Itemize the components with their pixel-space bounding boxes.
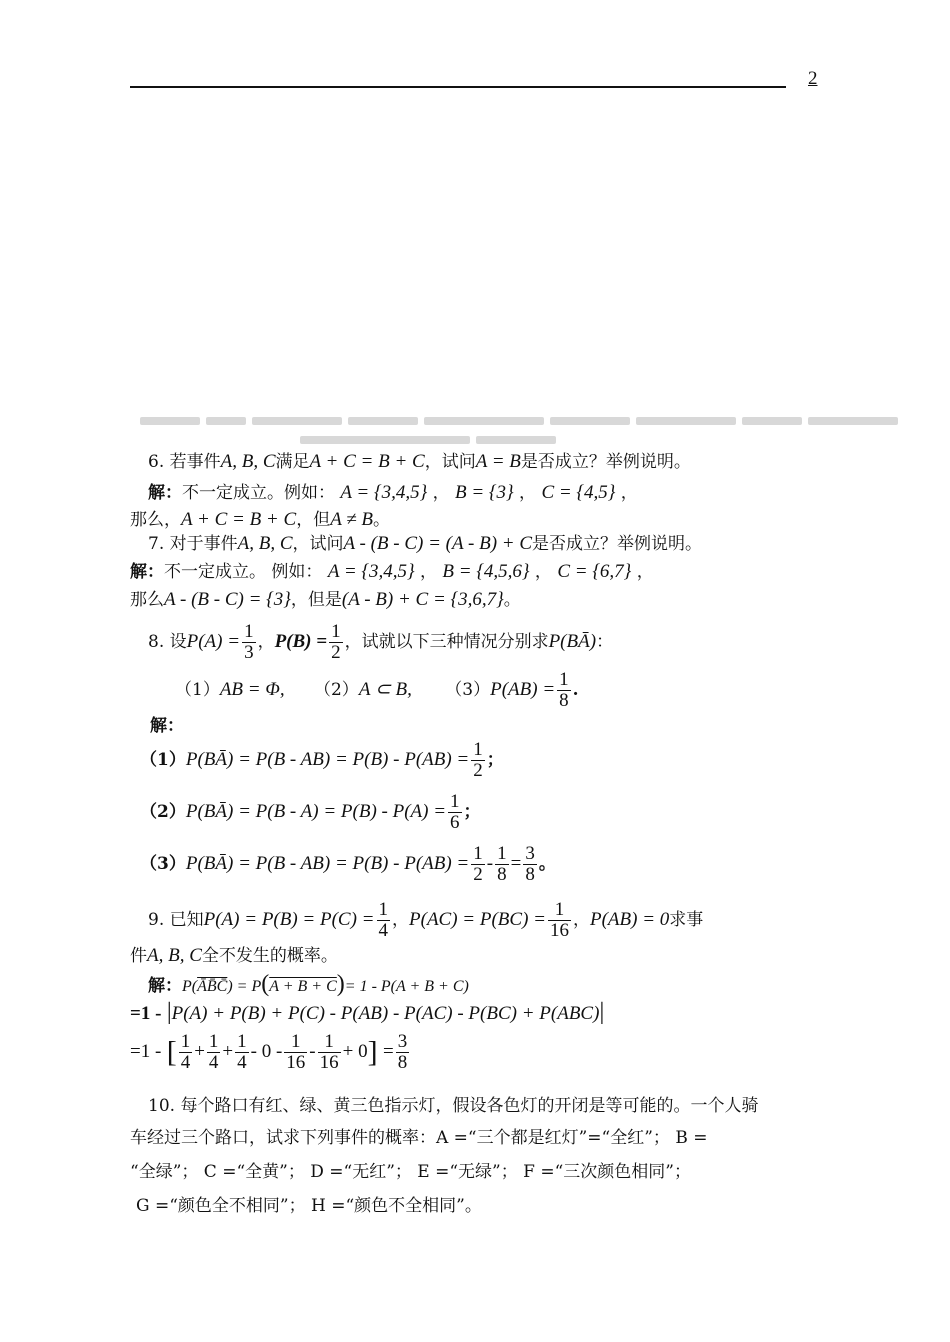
fraction: $\frac{1}{8}$ [559,669,569,711]
q10-line-3: “全绿”； C =“全黄”； D =“无红”； E =“无绿”； F =“三次颜色相同”； [130,1162,691,1182]
q10-line-4: G =“颜色全不相同”； H =“颜色不全相同”。 [136,1196,482,1216]
q8-solution-3: （3）P(BĀ) = P(B - AB) = P(B) - P(AB) = $\frac{1}{2}$ - $\frac{1}{8}$ = $\frac{3}{8}$ 。 [140,843,556,885]
q8-solution-label: 解： [150,716,184,736]
q10-line-2: 车经过三个路口，试求下列事件的概率：A =“三个都是红灯”=“全红”； B = [130,1128,708,1148]
q10-line-1: 10. 每个路口有红、绿、黄三色指示灯，假设各色灯的开闭是等可能的。一个人骑 [148,1096,759,1116]
q9-solution-3: =1 - [ $\frac{1}{4}$ + $\frac{1}{4}$ + $\frac{1}{4}$ - 0 - $\frac{1}{16}$ - $\frac{1}{16}$ + 0] = $\frac{3}{8}$ [130,1031,408,1073]
fraction: $\frac{3}{8}$ [397,1031,408,1073]
fraction: $\frac{1}{2}$ [331,621,341,663]
fraction: $\frac{1}{4}$ [208,1031,219,1073]
q8-cases: （1）AB = Φ, （2）A ⊂ B, （3）P(AB) = $\frac{1}{8}$ . [175,669,579,711]
fraction: $\frac{1}{4}$ [378,899,389,941]
q9-solution-2: =1 - |P(A) + P(B) + P(C) - P(AB) - P(AC) - P(BC) + P(ABC)| [130,999,605,1025]
fraction: $\frac{1}{2}$ [473,739,483,781]
fraction: $\frac{1}{16}$ [286,1031,306,1073]
page-number: 2 [808,68,818,89]
q7-question: 7. 对于事件A, B, C，试问A - (B - C) = (A - B) + C是否成立？举例说明。 [148,533,703,554]
fraction: $\frac{1}{6}$ [450,791,460,833]
q8-solution-2: （2）P(BĀ) = P(B - A) = P(B) - P(A) = $\frac{1}{6}$ ； [140,791,481,833]
fraction: $\frac{1}{4}$ [237,1031,247,1073]
q9-solution-1: 解：P(ĀB̄C̄) = P(A + B + C)= 1 - P(A + B + C) [148,971,469,997]
q7-conclusion: 那么A - (B - C) = {3}，但是(A - B) + C = {3,6,7}。 [130,589,521,610]
q8-question: 8. 设P(A) = $\frac{1}{3}$ ，P(B) = $\frac{1}{2}$ ，试就以下三种情况分别求P(BĀ)： [148,621,614,663]
q6-conclusion: 那么，A + C = B + C，但A ≠ B。 [130,509,390,530]
fraction: $\frac{1}{4}$ [180,1031,191,1073]
q6-question: 6. 若事件A, B, C满足A + C = B + C，试问A = B是否成立？举例说明。 [148,451,691,472]
fraction: $\frac{1}{8}$ [497,843,507,885]
q6-solution: 解：不一定成立。例如： A = {3,4,5} ， B = {3} ， C = {4,5} ， [148,482,638,503]
fraction: $\frac{1}{3}$ [244,621,254,663]
q8-solution-1: （1）P(BĀ) = P(B - AB) = P(B) - P(AB) = $\frac{1}{2}$ ； [140,739,504,781]
q7-solution: 解：不一定成立。 例如： A = {3,4,5} ， B = {4,5,6} ， C = {6,7} ， [130,561,654,582]
fraction: $\frac{1}{16}$ [550,899,569,941]
q9-question: 9. 已知P(A) = P(B) = P(C) = $\frac{1}{4}$ ，P(AC) = P(BC) = $\frac{1}{16}$ ，P(AB) = 0求事 [148,899,704,941]
fraction: $\frac{1}{2}$ [473,843,483,885]
blurred-text-strip [140,410,950,444]
header-rule [130,86,786,88]
q9-question-cont: 件A, B, C全不发生的概率。 [130,945,338,966]
fraction: $\frac{1}{16}$ [319,1031,339,1073]
fraction: $\frac{3}{8}$ [525,843,535,885]
